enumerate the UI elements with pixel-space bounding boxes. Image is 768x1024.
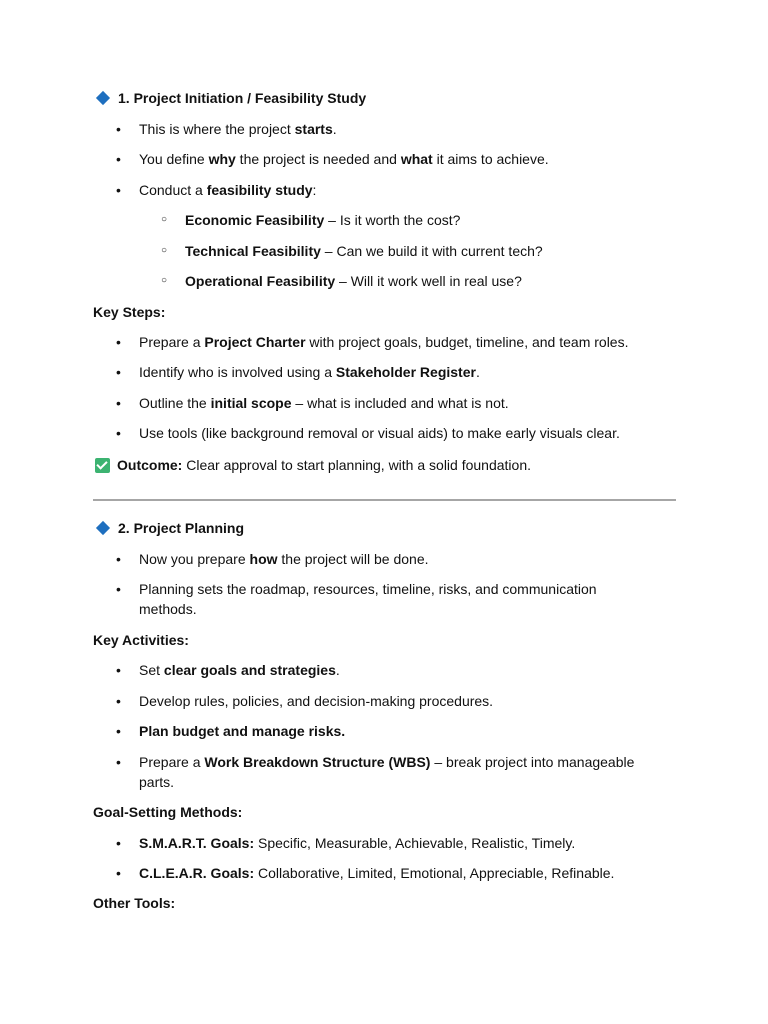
list-item: • Identify who is involved using a Stakeholder Register. [139,362,669,382]
list-item: • S.M.A.R.T. Goals: Specific, Measurable, Achievable, Realistic, Timely. [139,833,669,853]
list-item: • Conduct a feasibility study: [139,180,669,200]
blue-diamond-icon [96,91,110,105]
sub-list-item: ○ Economic Feasibility – Is it worth the cost? [185,210,685,230]
list-item: • Now you prepare how the project will be done. [139,549,669,569]
sub-list-item: ○ Operational Feasibility – Will it work well in real use? [185,271,685,291]
goal-setting-label: Goal-Setting Methods: [93,804,243,820]
list-item: • Set clear goals and strategies. [139,660,669,680]
section-2-title: 2. Project Planning [118,520,245,536]
list-item: • Use tools (like background removal or visual aids) to make early visuals clear. [139,423,669,443]
list-item: • You define why the project is needed and what it aims to achieve. [139,149,669,169]
list-item: • Outline the initial scope – what is included and what is not. [139,393,669,413]
outcome-line [93,455,683,475]
check-mark-icon [95,458,110,473]
section-1-title: 1. Project Initiation / Feasibility Study [118,90,367,106]
list-item: • Plan budget and manage risks. [139,721,669,741]
section-2-heading [93,518,683,538]
blue-diamond-icon [96,521,110,535]
key-steps-label: Key Steps: [93,304,166,320]
section-1-heading [93,88,683,108]
outcome-label: Outcome: [117,457,183,473]
sub-list-item: ○ Technical Feasibility – Can we build it with current tech? [185,241,685,261]
horizontal-divider [93,499,676,501]
list-item: • This is where the project starts. [139,119,669,139]
key-activities-label: Key Activities: [93,632,189,648]
list-item: • Planning sets the roadmap, resources, timeline, risks, and communication methods. [139,579,639,619]
outcome-text: Clear approval to start planning, with a solid foundation. [182,457,531,473]
list-item: • C.L.E.A.R. Goals: Collaborative, Limited, Emotional, Appreciable, Refinable. [139,863,669,883]
other-tools-label: Other Tools: [93,895,176,911]
list-item: • Prepare a Project Charter with project goals, budget, timeline, and team roles. [139,332,669,352]
list-item: • Develop rules, policies, and decision-making procedures. [139,691,669,711]
list-item: • Prepare a Work Breakdown Structure (WBS) – break project into manageable parts. [139,752,664,792]
